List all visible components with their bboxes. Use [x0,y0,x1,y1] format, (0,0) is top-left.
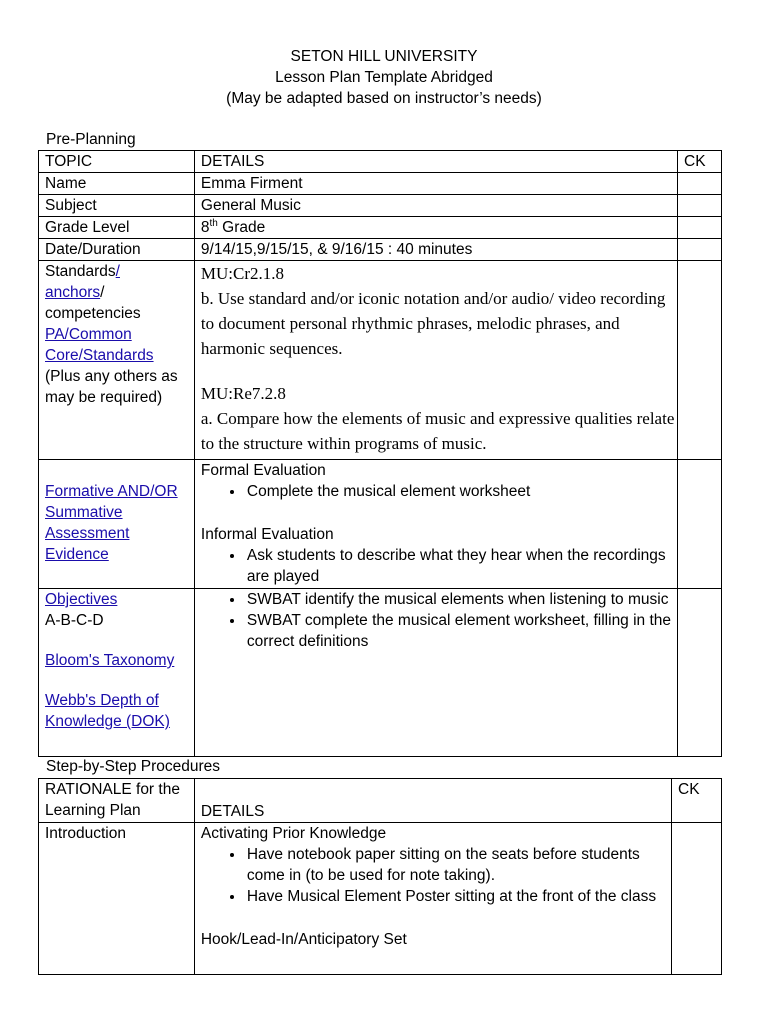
document-subtitle: (May be adapted based on instructor’s needs) [226,90,542,107]
standards-slash-link[interactable]: / [115,263,120,280]
grade-label: Grade Level [39,217,195,239]
introduction-list [201,844,671,907]
table-row [39,261,722,460]
standard-2-text: a. Compare how the elements of music and expressive qualities relate to the structure within programs of music. [200,409,675,453]
preplanning-table [38,150,722,757]
ck-cell [678,460,722,589]
anchors-link[interactable]: anchors [45,284,101,301]
list-item: • Complete the musical element worksheet [245,481,677,502]
table-row [39,823,722,975]
hook-heading: Hook/Lead-In/Anticipatory Set [200,931,407,948]
date-label: Date/Duration [39,239,195,261]
table-row [39,195,722,217]
ck-header: CK [672,779,722,823]
table-row [39,217,722,239]
webbs-dok-link[interactable]: Webb's Depth of Knowledge (DOK) [45,692,170,730]
standards-value [194,261,677,460]
details-header: DETAILS [194,779,671,823]
introduction-label: Introduction [39,823,195,975]
standards-text: Standards [45,263,116,280]
subject-value: General Music [194,195,677,217]
preplanning-label: Pre-Planning [46,131,136,148]
procedures-table [38,778,722,975]
name-value: Emma Firment [194,173,677,195]
informal-evaluation-list [201,545,677,587]
table-row [39,151,722,173]
ck-cell [678,217,722,239]
assessment-link[interactable]: Formative AND/OR Summative Assessment Evidence [45,483,178,563]
table-row [39,239,722,261]
ck-cell [678,173,722,195]
assessment-value [194,460,677,589]
objectives-label [39,589,195,757]
prior-knowledge-heading: Activating Prior Knowledge [200,825,387,842]
ck-cell [678,195,722,217]
list-item: • Have notebook paper sitting on the seats before students come in (to be used for note taking). [245,844,671,886]
standard-1-text: b. Use standard and/or iconic notation and/or audio/ video recording to document personal rhythmic phrases, melodic phrases, and harmonic sequences. [200,289,666,358]
standards-note: (Plus any others as may be required) [45,368,178,406]
list-item: • SWBAT complete the musical element worksheet, filling in the correct definitions [245,610,677,652]
anchors-slash: / [100,284,105,301]
topic-header: TOPIC [39,151,195,173]
list-item: • Have Musical Element Poster sitting at the front of the class [245,886,671,907]
objectives-link[interactable]: Objectives [45,591,118,608]
competencies-text: competencies [45,305,141,322]
standard-2-code: MU:Re7.2.8 [200,384,286,403]
standards-label [39,261,195,460]
grade-value [194,217,677,239]
document-title: Lesson Plan Template Abridged [275,69,493,86]
document-header [0,46,768,109]
objectives-value [194,589,677,757]
procedures-label: Step-by-Step Procedures [46,758,221,775]
name-label: Name [39,173,195,195]
date-value: 9/14/15,9/15/15, & 9/16/15 : 40 minutes [194,239,677,261]
ck-cell [672,823,722,975]
grade-suffix: th [209,217,218,229]
formal-evaluation-list [201,481,677,502]
table-row [39,173,722,195]
informal-evaluation-heading: Informal Evaluation [200,526,334,543]
ck-header: CK [678,151,722,173]
rationale-header: RATIONALE for the Learning Plan [39,779,195,823]
formal-evaluation-heading: Formal Evaluation [200,462,326,479]
details-header: DETAILS [194,151,677,173]
list-item: • SWBAT identify the musical elements when listening to music [245,589,677,610]
table-row [39,460,722,589]
abcd-text: A-B-C-D [45,612,104,629]
ck-cell [678,239,722,261]
table-row [39,589,722,757]
ck-cell [678,261,722,460]
introduction-value [194,823,671,975]
ck-cell [678,589,722,757]
grade-number: 8 [200,219,210,236]
blooms-taxonomy-link[interactable]: Bloom's Taxonomy [45,652,175,669]
university-name: SETON HILL UNIVERSITY [290,48,478,65]
subject-label: Subject [39,195,195,217]
grade-word: Grade [217,219,266,236]
standard-1-code: MU:Cr2.1.8 [200,264,285,283]
list-item: • Ask students to describe what they hear when the recordings are played [245,545,677,587]
objectives-list [201,589,677,652]
assessment-label [39,460,195,589]
pa-common-core-link[interactable]: PA/Common Core/Standards [45,326,154,364]
table-row [39,779,722,823]
